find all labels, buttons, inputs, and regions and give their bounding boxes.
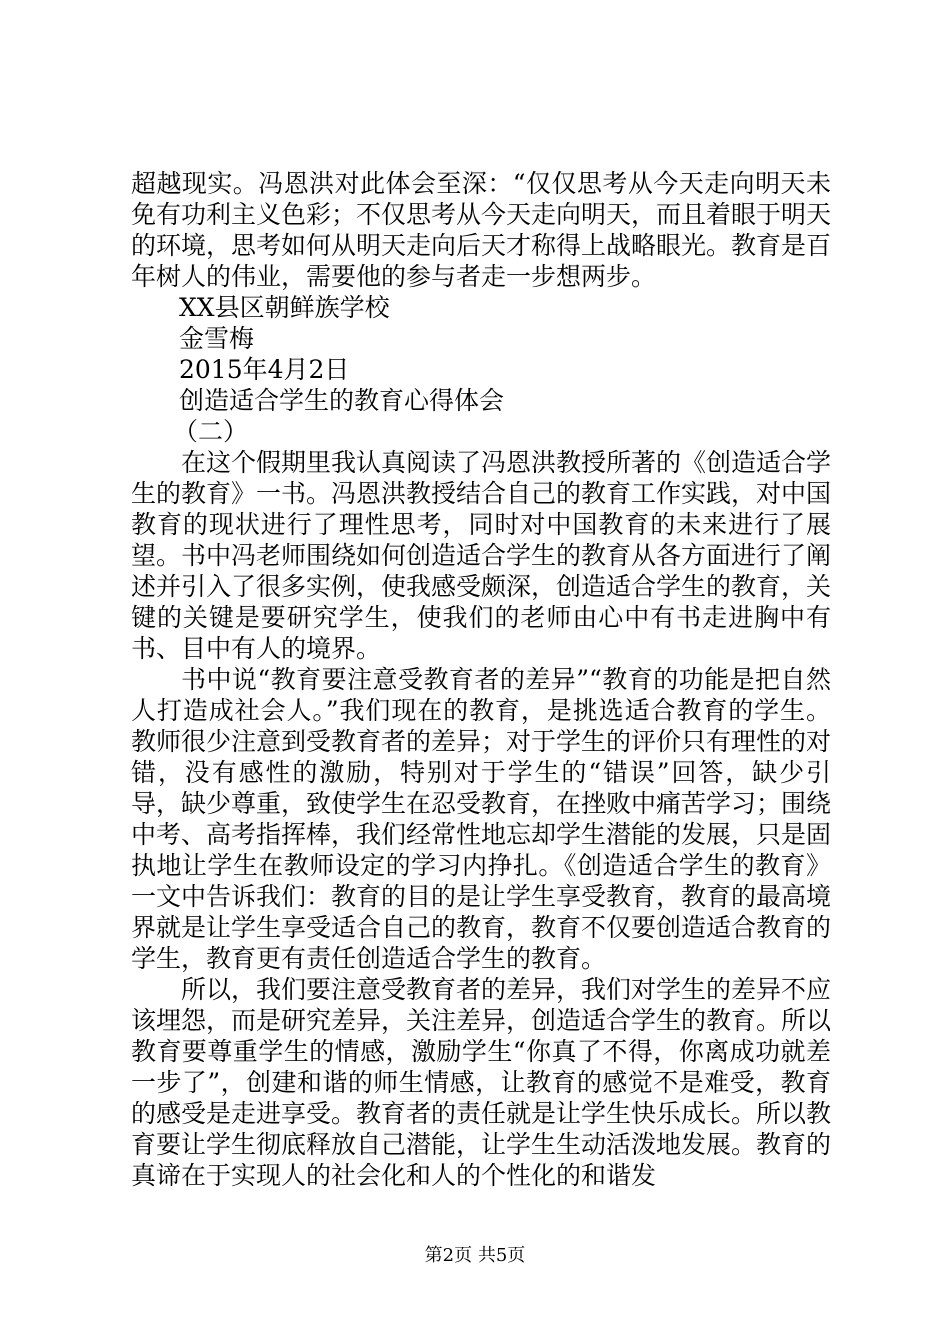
- signature-school: XX县区朝鲜族学校: [179, 293, 390, 322]
- signature-name: 金雪梅: [179, 324, 255, 353]
- document-body: [131, 168, 831, 1191]
- opening-paragraph: 超越现实。冯恩洪对此体会至深：“仅仅思考从今天走向明天未免有功利主义色彩；不仅思考从今天走向明天，而且着眼于明天的环境，思考如何从明天走向后天才称得上战略眼光。教育是百年树人的伟业，需要他的参与者走一步想两步。: [131, 169, 832, 291]
- body-paragraph-1: 在这个假期里我认真阅读了冯恩洪教授所著的《创造适合学生的教育》一书。冯恩洪教授结合自己的教育工作实践，对中国教育的现状进行了理性思考，同时对中国教育的未来进行了展望。书中冯老师围绕如何创造适合学生的教育从各方面进行了阐述并引入了很多实例，使我感受颇深，创造适合学生的教育，关键的关键是要研究学生，使我们的老师由心中有书走进胸中有书、目中有人的境界。: [131, 448, 832, 663]
- signature-date: 2015年4月2日: [179, 355, 350, 384]
- section-title: 创造适合学生的教育心得体会: [179, 386, 505, 415]
- body-paragraph-3: 所以，我们要注意受教育者的差异，我们对学生的差异不应该埋怨，而是研究差异，关注差异，创造适合学生的教育。所以教育要尊重学生的情感，激励学生“你真了不得，你离成功就差一步了”，创建和谐的师生情感，让教育的感觉不是难受，教育的感受是走进享受。教育者的责任就是让学生快乐成长。所以教育要让学生彻底释放自己潜能，让学生生动活泼地发展。教育的真谛在于实现人的社会化和人的个性化的和谐发: [131, 975, 832, 1190]
- page-indicator: 第2页 共5页: [424, 1245, 526, 1266]
- body-paragraph-2: 书中说“教育要注意受教育者的差异”“教育的功能是把自然人打造成社会人。”我们现在的教育，是挑选适合教育的学生。教师很少注意到受教育者的差异；对于学生的评价只有理性的对错，没有感性的激励，特别对于学生的“错误”回答，缺少引导，缺少尊重，致使学生在忍受教育，在挫败中痛苦学习；围绕中考、高考指挥棒，我们经常性地忘却学生潜能的发展，只是固执地让学生在教师设定的学习内挣扎。《创造适合学生的教育》一文中告诉我们：教育的目的是让学生享受教育，教育的最高境界就是让学生享受适合自己的教育，教育不仅要创造适合教育的学生，教育更有责任创造适合学生的教育。: [131, 665, 832, 973]
- section-number: （二）: [173, 417, 249, 446]
